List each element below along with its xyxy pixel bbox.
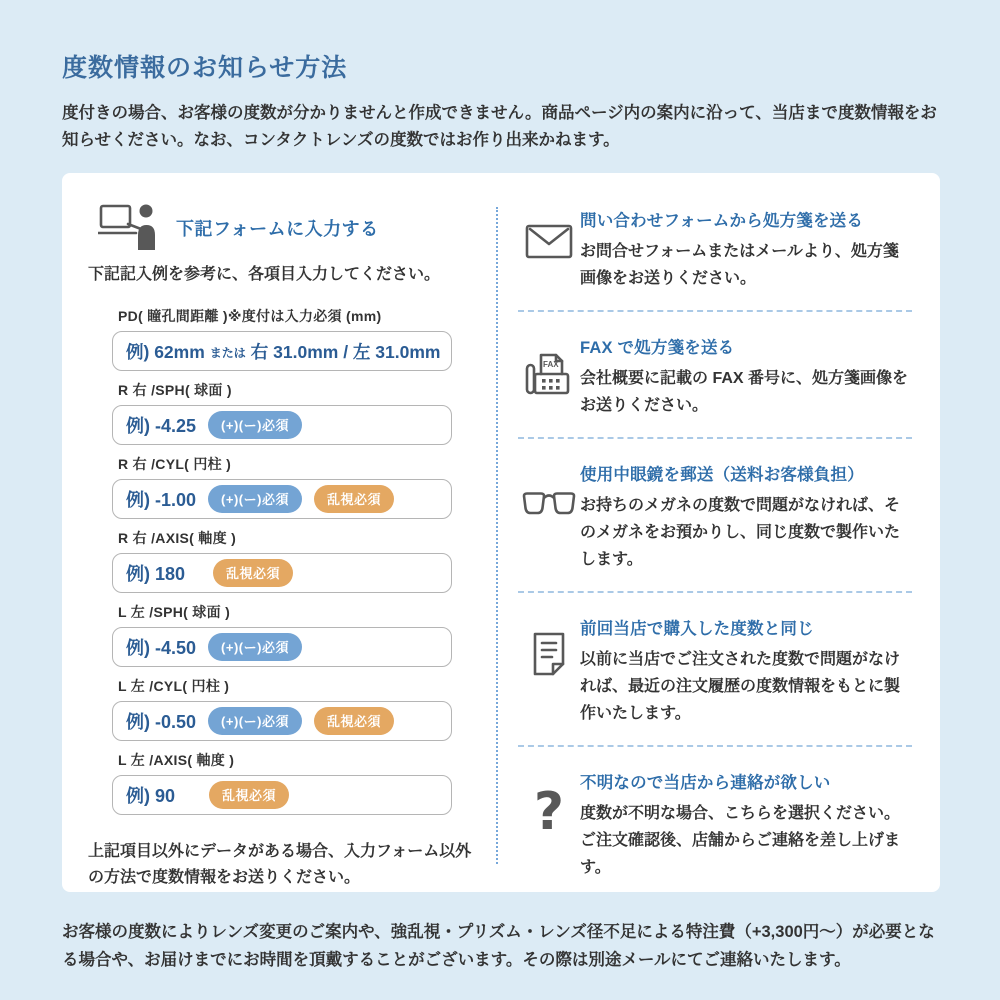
method-description: 以前に当店でご注文された度数で問題がなければ、最近の注文履歴の度数情報をもとに製作いたします。 bbox=[580, 651, 901, 722]
method-heading: 使用中眼鏡を郵送（送料お客様負担） bbox=[580, 466, 864, 484]
dashed-divider bbox=[518, 745, 912, 747]
astigmatism-required-badge: 乱視必須 bbox=[209, 781, 289, 809]
dashed-divider bbox=[518, 591, 912, 593]
field-l-axis bbox=[88, 750, 496, 815]
field-r-cyl bbox=[88, 454, 496, 519]
field-label: R 右 /CYL( 円柱 ) bbox=[118, 456, 232, 472]
page-title: 度数情報のお知らせ方法 bbox=[62, 54, 348, 82]
field-r-sph bbox=[88, 380, 496, 445]
method-previous-order bbox=[518, 603, 912, 733]
field-label: PD( 瞳孔間距離 )※度付は入力必須 (mm) bbox=[118, 308, 382, 324]
r-cyl-example-box bbox=[112, 479, 452, 519]
form-instruction: 下記記入例を参考に、各項目入力してください。 bbox=[88, 266, 441, 283]
astigmatism-required-badge: 乱視必須 bbox=[314, 707, 394, 735]
example-value: 例) -4.50 bbox=[126, 638, 197, 658]
form-column bbox=[62, 173, 496, 892]
method-description: お持ちのメガネの度数で問題がなければ、そのメガネをお預かりし、同じ度数で製作いたします。 bbox=[580, 497, 901, 568]
field-pd bbox=[88, 306, 496, 371]
dashed-divider bbox=[518, 437, 912, 439]
astigmatism-required-badge: 乱視必須 bbox=[213, 559, 293, 587]
method-fax bbox=[518, 322, 912, 425]
method-mail-glasses bbox=[518, 449, 912, 579]
field-l-cyl bbox=[88, 676, 496, 741]
intro-paragraph: 度付きの場合、お客様の度数が分かりませんと作成できません。商品ページ内の案内に沿って、当店まで度数情報をお知らせください。なお、コンタクトレンズの度数ではお作り出来かねます。 bbox=[62, 104, 937, 149]
example-or-text: または bbox=[209, 346, 246, 360]
method-unknown-contact bbox=[518, 757, 912, 887]
question-icon: ? bbox=[533, 782, 565, 842]
field-l-sph bbox=[88, 602, 496, 667]
r-axis-example-box bbox=[112, 553, 452, 593]
example-value: 例) 90 bbox=[126, 786, 176, 806]
dashed-divider bbox=[518, 310, 912, 312]
l-axis-example-box bbox=[112, 775, 452, 815]
example-value: 例) -1.00 bbox=[126, 490, 197, 510]
field-label: L 左 /AXIS( 軸度 ) bbox=[118, 752, 235, 768]
r-sph-example-box bbox=[112, 405, 452, 445]
sign-required-badge: (+)(ー)必須 bbox=[208, 411, 302, 439]
pd-example-box bbox=[112, 331, 452, 371]
form-note: 上記項目以外にデータがある場合、入力フォーム以外の方法で度数情報をお送りください。 bbox=[88, 843, 472, 886]
example-value: 例) -4.25 bbox=[126, 416, 197, 436]
field-label: L 左 /CYL( 円柱 ) bbox=[118, 678, 230, 694]
method-description: お問合せフォームまたはメールより、処方箋画像をお送りください。 bbox=[580, 243, 899, 287]
example-value: 例) 180 bbox=[126, 564, 186, 584]
method-description: 度数が不明な場合、こちらを選択ください。ご注文確認後、店舗からご連絡を差し上げます。 bbox=[580, 805, 901, 876]
form-fields bbox=[88, 306, 496, 815]
astigmatism-required-badge: 乱視必須 bbox=[314, 485, 394, 513]
person-at-computer-icon bbox=[98, 202, 160, 255]
fax-icon bbox=[518, 334, 580, 419]
field-label: L 左 /SPH( 球面 ) bbox=[118, 604, 231, 620]
method-heading: 問い合わせフォームから処方箋を送る bbox=[580, 212, 864, 230]
l-cyl-example-box bbox=[112, 701, 452, 741]
envelope-icon bbox=[518, 207, 580, 292]
methods-column bbox=[498, 173, 940, 892]
method-heading: FAX で処方箋を送る bbox=[580, 339, 735, 357]
example-value: 例) 62mm bbox=[126, 341, 205, 362]
form-header bbox=[98, 205, 496, 251]
document-icon bbox=[518, 615, 580, 727]
method-description: 会社概要に記載の FAX 番号に、処方箋画像をお送りください。 bbox=[580, 370, 909, 414]
example-value: 例) -0.50 bbox=[126, 712, 197, 732]
method-contact-form bbox=[518, 195, 912, 298]
field-r-axis bbox=[88, 528, 496, 593]
example-value-alt: 右 31.0mm / 左 31.0mm bbox=[250, 341, 441, 362]
sign-required-badge: (+)(ー)必須 bbox=[208, 633, 302, 661]
method-heading: 前回当店で購入した度数と同じ bbox=[580, 620, 814, 638]
form-heading: 下記フォームに入力する bbox=[176, 219, 379, 239]
glasses-icon bbox=[518, 461, 580, 573]
info-card bbox=[62, 173, 940, 892]
method-heading: 不明なので当店から連絡が欲しい bbox=[580, 774, 831, 792]
sign-required-badge: (+)(ー)必須 bbox=[208, 707, 302, 735]
field-label: R 右 /AXIS( 軸度 ) bbox=[118, 530, 237, 546]
footer-note: お客様の度数によりレンズ変更のご案内や、強乱視・プリズム・レンズ径不足による特注費（+3,300円〜）が必要となる場合や、お届けまでにお時間を頂戴することがございます。その際は別途メールにてご連絡いたします。 bbox=[62, 923, 935, 969]
svg-text:FAX: FAX bbox=[543, 360, 559, 369]
field-label: R 右 /SPH( 球面 ) bbox=[118, 382, 232, 398]
l-sph-example-box bbox=[112, 627, 452, 667]
sign-required-badge: (+)(ー)必須 bbox=[208, 485, 302, 513]
